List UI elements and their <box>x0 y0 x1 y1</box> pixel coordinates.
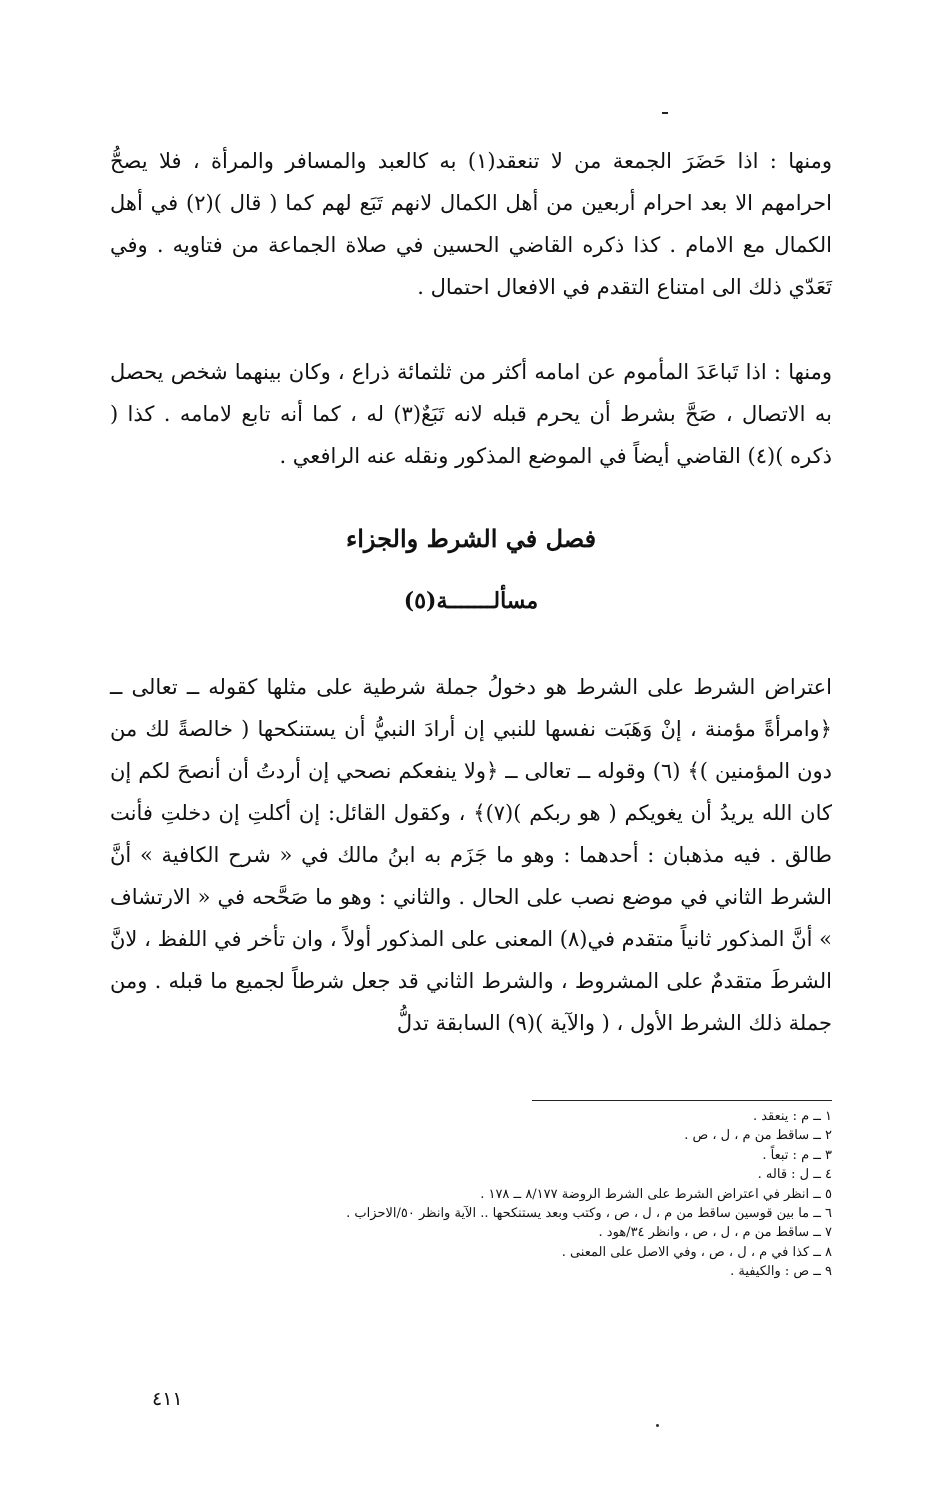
footnote: ٩ ــ ص : والكيفية . <box>730 1264 832 1280</box>
paragraph-3: اعتراض الشرط على الشرط هو دخولُ جملة شرطية على مثلها كقوله ــ تعالى ــ ﴿وامرأةً مؤمنة ، إنْ وَهَبَت نفسها للنبي إن أرادَ النبيُّ أن يستنكحها ( خالصةً لك من دون المؤمنين )﴾ (٦) وقوله ــ تعالى ــ ﴿ولا ينفعكم نصحي إن أردتُ أن أنصحَ لكم إن كان الله يريدُ أن يغويكم ( هو ربكم )(٧)﴾ ، وكقول القائل: إن أكلتِ إن دخلتِ فأنت طالق . فيه مذهبان : أحدهما : وهو ما جَزَم به ابنُ مالك في « شرح الكافية » أنَّ الشرط الثاني في موضع نصب على الحال . والثاني : وهو ما صَحَّحه في « الارتشاف » أنَّ المذكور ثانياً متقدم في(٨) المعنى على المذكور أولاً ، وان تأخر في اللفظ ، لانَّ الشرطَ متقدمٌ على المشروط ، والشرط الثاني قد جعل شرطاً لجميع ما قبله . ومن جملة ذلك الشرط الأول ، ( والآية )(٩) السابقة تدلُّ <box>110 675 833 1035</box>
footnote: ٨ ــ كذا في م ، ل ، ص ، وفي الاصل على المعنى . <box>561 1244 832 1260</box>
section-heading: فصل في الشرط والجزاء <box>345 524 597 553</box>
footnote: ٦ ــ ما بين قوسين ساقط من م ، ل ، ص ، وكتب وبعد يستنكحها .. الآية وانظر ٥٠/الاحزاب . <box>346 1206 832 1222</box>
paragraph-2: ومنها : اذا تَباعَدَ المأموم عن امامه أكثر من ثلثمائة ذراع ، وكان بينهما شخص يحصل به الاتصال ، صَحَّ بشرط أن يحرم قبله لانه تَبَعٌ(٣) له ، كما أنه تابع لامامه . كذا ( ذكره )(٤) القاضي أيضاً في الموضع المذكور ونقله عنه الرافعي . <box>110 360 832 468</box>
footnote: ٤ ــ ل : قاله . <box>757 1167 832 1183</box>
footnote: ٥ ــ انظر في اعتراض الشرط على الشرط الروضة ٨/١٧٧ ــ ١٧٨ . <box>480 1186 832 1202</box>
subheading: مسألـــــــة(٥) <box>403 588 539 614</box>
page-number: ٤١١ <box>152 1388 183 1410</box>
footnote: ١ ــ م : ينعقد . <box>752 1109 832 1124</box>
paragraph-1: ومنها : اذا حَضَرَ الجمعة من لا تنعقد(١) به كالعبد والمسافر والمرأة ، فلا يصحُّ احرامهم الا بعد احرام أربعين من أهل الكمال لانهم تَبَع لهم كما ( قال )(٢) في أهل الكمال مع الامام . كذا ذكره القاضي الحسين في صلاة الجماعة من فتاويه . وفي تَعَدّي ذلك الى امتناع التقدم في الافعال احتمال . <box>110 149 833 299</box>
footnote: ٢ ــ ساقط من م ، ل ، ص . <box>684 1128 832 1144</box>
footnote: ٧ ــ ساقط من م ، ل ، ص ، وانظر ٣٤/هود . <box>598 1225 832 1241</box>
footnotes-list <box>110 1107 832 1282</box>
stray-mark <box>656 1424 659 1427</box>
top-margin-mark <box>662 112 668 114</box>
footnote-separator <box>532 1100 832 1101</box>
footnote: ٣ ــ م : تبعاً . <box>762 1147 832 1163</box>
